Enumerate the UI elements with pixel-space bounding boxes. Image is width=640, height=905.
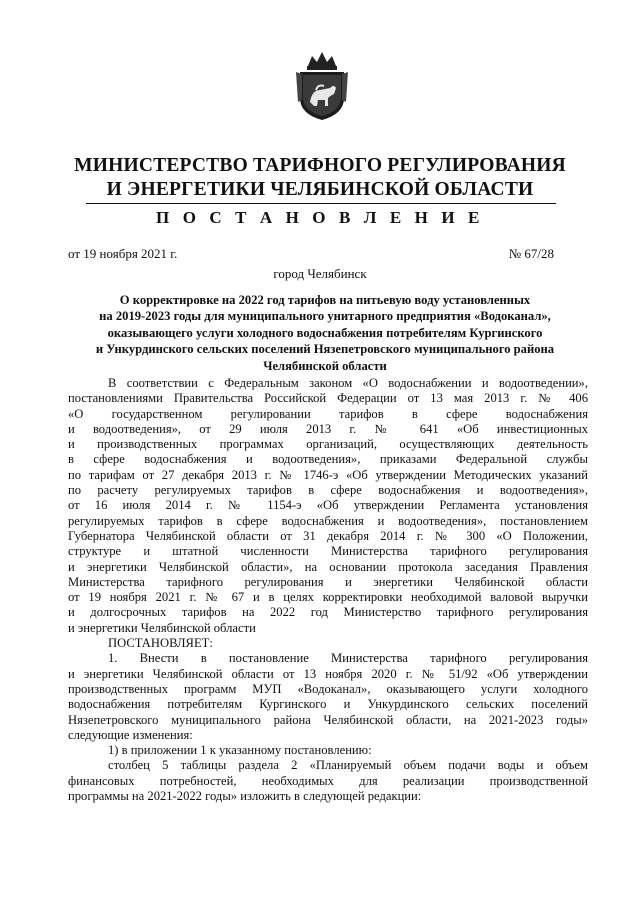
body-line: В соответствии с Федеральным законом «О водоснабжении и водоотведении», bbox=[108, 376, 588, 390]
header-divider bbox=[86, 203, 556, 204]
body-line: Нязепетровского муниципального района Челябинской области, на 2021-2023 годы» bbox=[68, 712, 588, 727]
body-line: финансовых потребностей, необходимых для реализации производственной bbox=[68, 773, 588, 788]
body-line: программы на 2021-2022 годы» изложить в следующей редакции: bbox=[68, 789, 422, 804]
document-type: П О С Т А Н О В Л Е Н И Е bbox=[156, 208, 484, 227]
body-line: по тарифам от 27 декабря 2013 г. № 1746-э «Об утверждении Методических указаний bbox=[68, 467, 588, 482]
body-line: Министерства тарифного регулирования и энергетики Челябинской области bbox=[68, 574, 588, 589]
document-city: город Челябинск bbox=[273, 266, 367, 281]
body-line: водоснабжения потребителям Кургинского и Ункурдинского сельских поселений bbox=[68, 697, 588, 712]
body-line: от 16 июля 2014 г. № 1154-э «Об утверждении Регламента установления bbox=[68, 498, 588, 513]
body-line: и энергетики Челябинской области», на основании протокола заседания Правления bbox=[68, 559, 588, 574]
title-line: Челябинской области bbox=[263, 358, 387, 373]
body-line: столбец 5 таблицы раздела 2 «Планируемый объем подачи воды и объем bbox=[108, 758, 588, 773]
document-title bbox=[60, 292, 590, 374]
title-line: на 2019-2023 годы для муниципального унитарного предприятия «Водоканал», bbox=[99, 309, 551, 324]
body-line: структуре и штатной численности Министерства тарифного регулирования bbox=[68, 544, 588, 559]
body-line: по расчету регулируемых тарифов в сфере водоснабжения и водоотведения», bbox=[68, 483, 588, 498]
body-line: от 19 ноября 2021 г. № 67 и в целях корректировки необходимой валовой выручки bbox=[68, 590, 588, 605]
title-line: и Ункурдинского сельских поселений Нязепетровского муниципального района bbox=[95, 342, 555, 357]
body-line: ПОСТАНОВЛЯЕТ: bbox=[108, 636, 213, 651]
body-line: и производственных программах организаций, осуществляющих деятельность bbox=[68, 437, 588, 452]
body-line: и энергетики Челябинской области bbox=[68, 620, 256, 635]
body-line: в сфере водоснабжения и водоотведения», приказами Федеральной службы bbox=[68, 452, 588, 467]
body-line: производственных программ МУП «Водоканал», оказывающего услуги холодного bbox=[68, 681, 588, 696]
body-line: Губернатора Челябинской области от 31 декабря 2014 г. № 300 «О Положении, bbox=[68, 528, 588, 543]
body-line: 1) в приложении 1 к указанному постановлению: bbox=[108, 743, 372, 758]
title-line: оказывающего услуги холодного водоснабжения потребителям Кургинского bbox=[107, 325, 543, 340]
document-body bbox=[68, 376, 588, 804]
body-line: следующие изменения: bbox=[68, 727, 193, 742]
body-line: и энергетики Челябинской области от 13 ноября 2020 г. № 51/92 «Об утверждении bbox=[68, 666, 588, 681]
ministry-name-line-1: МИНИСТЕРСТВО ТАРИФНОГО РЕГУЛИРОВАНИЯ bbox=[74, 155, 566, 176]
document-date: от 19 ноября 2021 г. bbox=[68, 246, 178, 261]
body-line: и долгосрочных тарифов на 2022 год Министерство тарифного регулирования bbox=[68, 605, 588, 620]
title-line: О корректировке на 2022 год тарифов на питьевую воду установленных bbox=[119, 293, 531, 307]
body-line: 1. Внести в постановление Министерства тарифного регулирования bbox=[108, 651, 588, 666]
body-line: «О государственном регулировании тарифов в сфере водоснабжения bbox=[68, 406, 588, 421]
body-line: постановлениями Правительства Российской Федерации от 13 мая 2013 г. № 406 bbox=[68, 391, 588, 406]
ministry-name-line-2: И ЭНЕРГЕТИКИ ЧЕЛЯБИНСКОЙ ОБЛАСТИ bbox=[106, 179, 534, 200]
body-line: и водоотведения», от 29 июля 2013 г. № 641 «Об инвестиционных bbox=[68, 421, 588, 436]
body-line: регулируемых тарифов в сфере водоснабжения и водоотведения», постановлением bbox=[68, 513, 588, 528]
chelyabinsk-coat-of-arms-icon bbox=[294, 50, 350, 122]
document-number: № 67/28 bbox=[508, 246, 554, 261]
